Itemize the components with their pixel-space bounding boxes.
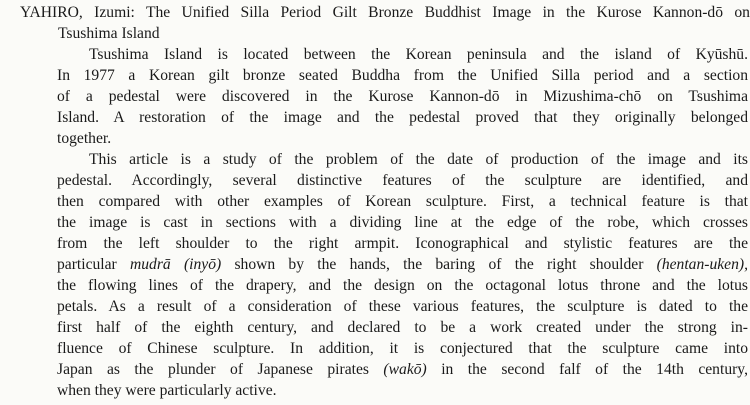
paragraph-2-line-5: from the left shoulder to the right armpit. Iconographical and stylistic features are the — [57, 235, 748, 252]
article-heading-line-2: Tsushima Island — [58, 25, 160, 42]
term-wako: (wakō) — [383, 361, 427, 378]
paragraph-1-line-4: Island. A restoration of the image and the pedestal proved that they originally belonged — [57, 109, 748, 126]
paragraph-2-line-1: This article is a study of the problem of the date of production of the image and its — [89, 151, 748, 168]
paragraph-2-line-10: fluence of Chinese sculpture. In addition, it is conjectured that the sculpture came into — [57, 340, 748, 357]
paragraph-2-line-8: petals. As a result of a consideration of these various features, the sculpture is dated to the — [57, 298, 748, 315]
text-run: Japan as the plunder of Japanese pirates — [57, 361, 369, 378]
article-title: The Unified Silla Period Gilt Bronze Buddhist Image in the Kurose Kannon-dō on — [145, 4, 750, 21]
author-name: YAHIRO, Izumi: — [20, 4, 135, 21]
paragraph-2-line-9: first half of the eighth century, and declared to be a work created under the strong in- — [57, 319, 748, 336]
paragraph-1-line-2: In 1977 a Korean gilt bronze seated Buddha from the Unified Silla period and a section — [57, 67, 748, 84]
term-mudra: mudrā — [130, 256, 171, 273]
paragraph-2-line-6 — [57, 255, 748, 276]
paragraph-1-line-5: together. — [57, 130, 112, 147]
paragraph-2-line-11 — [57, 360, 748, 381]
text-run: shown by the hands, the baring of the right shoulder — [234, 256, 644, 273]
term-hentan-uken: (hentan-uken), — [656, 256, 748, 273]
term-inyo: (inyō) — [183, 256, 222, 273]
paragraph-1-line-3: of a pedestal were discovered in the Kurose Kannon-dō in Mizushima-chō on Tsushima — [57, 88, 748, 105]
article-heading-line-1 — [20, 3, 750, 24]
paragraph-2-line-4: the image is cast in sections with a dividing line at the edge of the robe, which crosses — [57, 214, 748, 231]
paragraph-2-line-7: the flowing lines of the drapery, and the design on the octagonal lotus throne and the lotus — [57, 277, 748, 294]
text-run: in the second falf of the 14th century, — [441, 361, 748, 378]
paragraph-2-line-12: when they were particularly active. — [57, 382, 277, 399]
text-run: particular — [57, 256, 117, 273]
paragraph-1-line-1: Tsushima Island is located between the Korean peninsula and the island of Kyūshū. — [89, 46, 748, 63]
paragraph-2-line-3: then compared with other examples of Korean sculpture. First, a technical feature is that — [57, 193, 748, 210]
paragraph-2-line-2: pedestal. Accordingly, several distinctive features of the sculpture are identified, and — [57, 172, 748, 189]
